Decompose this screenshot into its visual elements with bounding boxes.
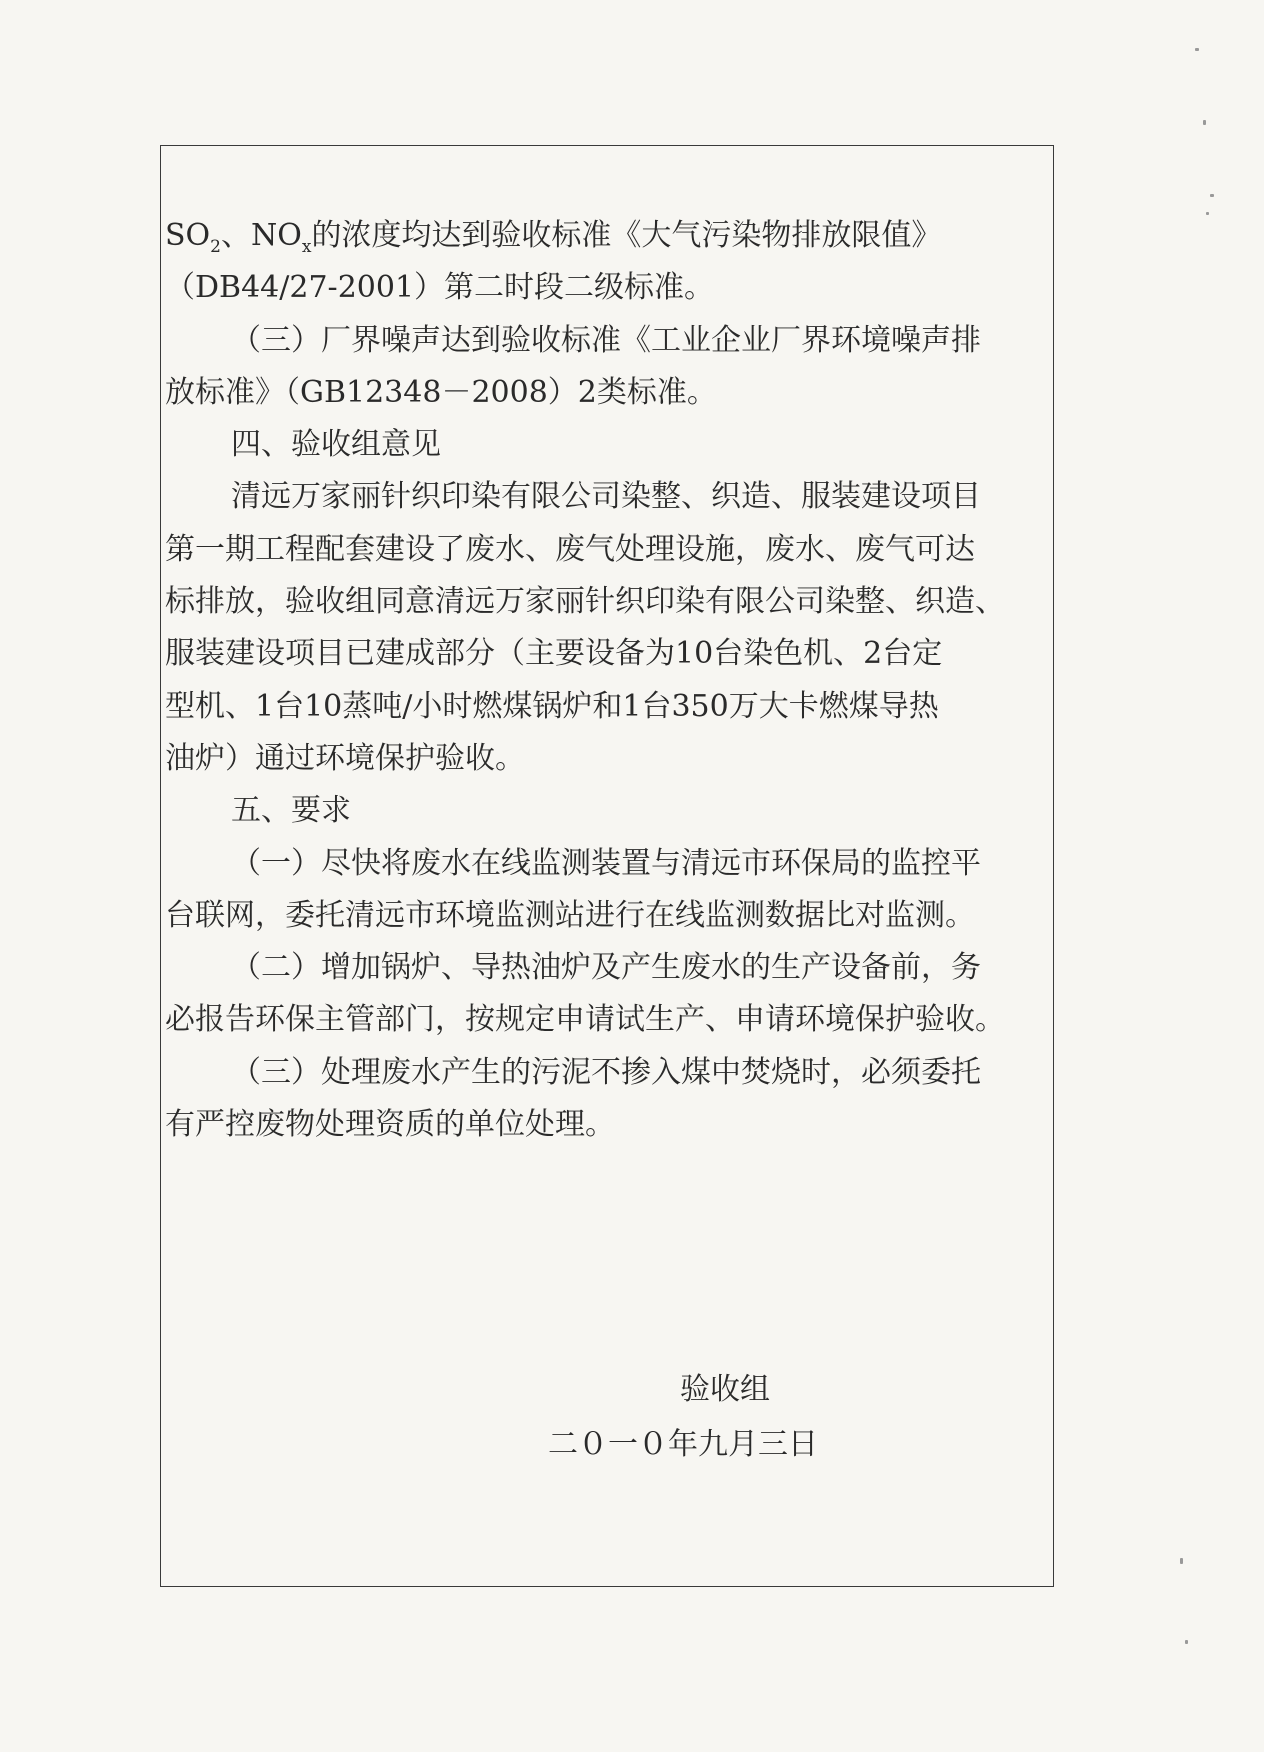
text-fragment: 的浓度均达到验收标准《大气污染物排放限值》 [311,218,942,253]
paragraph-line: （一）尽快将废水在线监测装置与清远市环保局的监控平 [231,845,981,881]
paragraph-line: 型机、1台10蒸吨/小时燃煤锅炉和1台350万大卡燃煤导热 [165,688,939,724]
scan-speck [1180,1558,1183,1564]
paragraph-line: 必报告环保主管部门，按规定申请试生产、申请环境保护验收。 [165,1002,1005,1038]
document-body [165,210,1055,1151]
subscript: x [301,237,312,257]
paragraph-line: 第一期工程配套建设了废水、废气处理设施，废水、废气可达 [165,531,975,567]
signature-group: 验收组 [680,1372,770,1407]
scan-speck [1185,1640,1188,1644]
scan-speck [1210,194,1214,197]
paragraph-line: 标排放，验收组同意清远万家丽针织印染有限公司染整、织造、 [165,584,1005,620]
subscript: 2 [210,237,221,257]
scan-speck [1195,48,1199,51]
section-heading: 四、验收组意见 [231,427,441,463]
signature-date: 二０一０年九月三日 [548,1427,818,1462]
paragraph-line: 油炉）通过环境保护验收。 [165,740,525,776]
text-fragment: 、NO [220,218,302,253]
paragraph-line: 有严控废物处理资质的单位处理。 [165,1107,615,1143]
scan-speck [1203,120,1206,125]
paragraph-line: （DB44/27-2001）第二时段二级标准。 [165,270,715,306]
section-heading: 五、要求 [231,793,351,829]
text-fragment: SO [165,218,211,253]
scan-speck [1206,212,1209,215]
paragraph-line: 服装建设项目已建成部分（主要设备为10台染色机、2台定 [165,636,943,672]
paragraph-line: 清远万家丽针织印染有限公司染整、织造、服装建设项目 [231,479,981,515]
paragraph-line: 放标准》（GB12348－2008）2类标准。 [165,374,717,410]
paragraph-line [165,210,1055,262]
paragraph-line: （三）处理废水产生的污泥不掺入煤中焚烧时，必须委托 [231,1054,981,1090]
paragraph-line: 台联网，委托清远市环境监测站进行在线监测数据比对监测。 [165,897,975,933]
paragraph-line: （三）厂界噪声达到验收标准《工业企业厂界环境噪声排 [231,322,981,358]
paragraph-line: （二）增加锅炉、导热油炉及产生废水的生产设备前，务 [231,950,981,986]
